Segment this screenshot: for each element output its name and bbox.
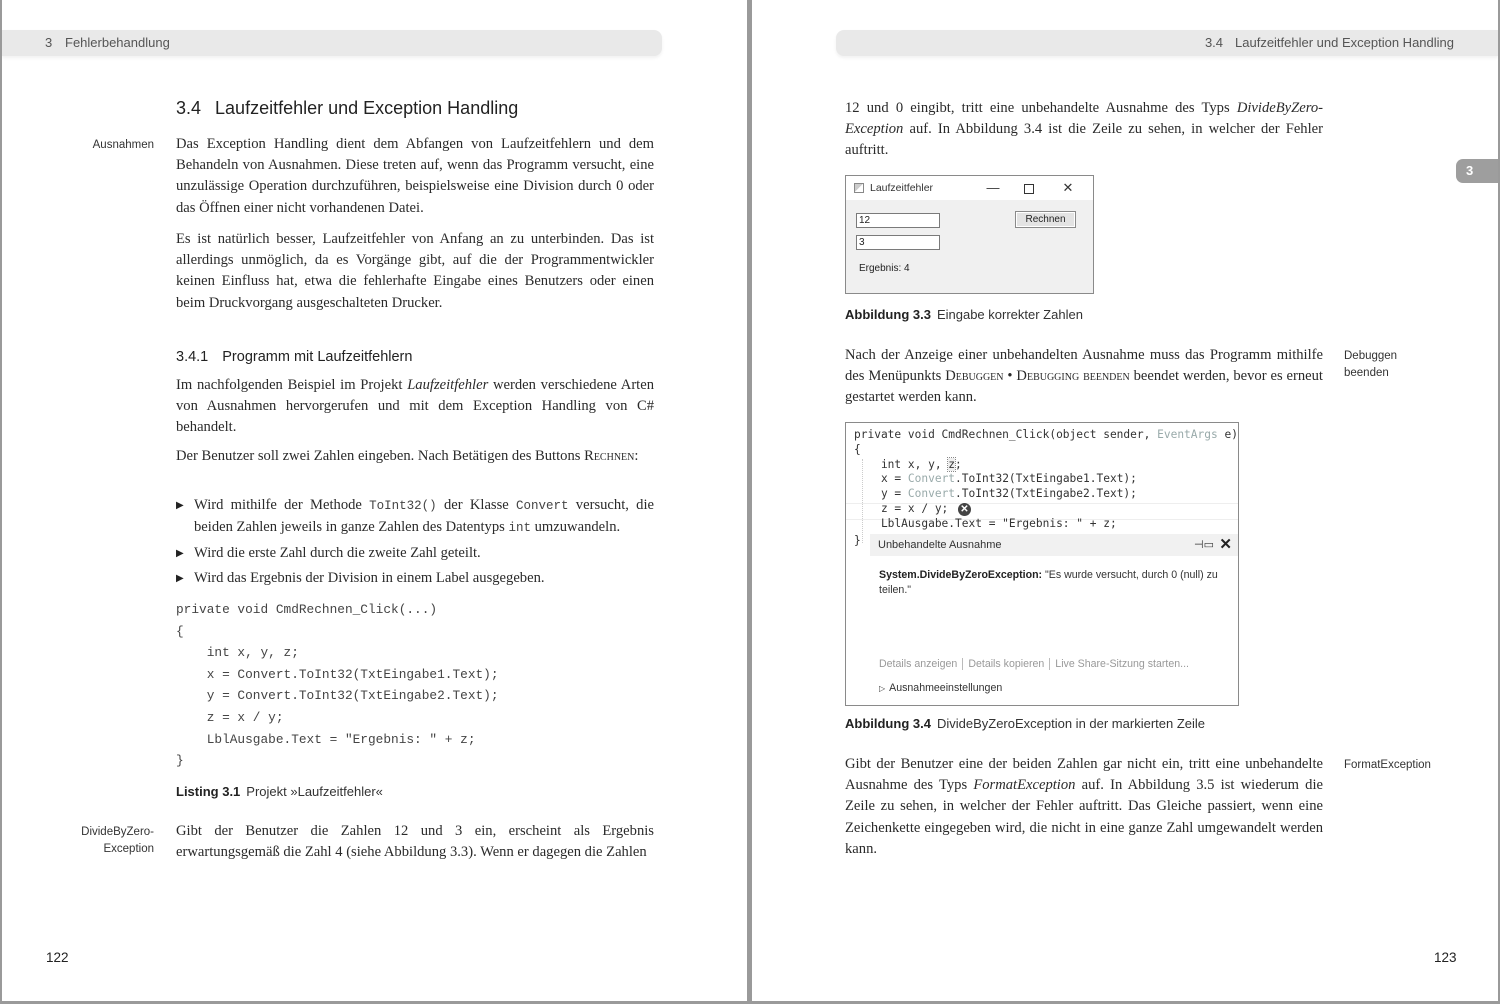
code-type: Convert bbox=[907, 487, 956, 501]
pin-icon[interactable]: ⊣▭ bbox=[1194, 539, 1214, 551]
code-line: LblAusgabe.Text = "Ergebnis: " + z; bbox=[176, 731, 476, 747]
paragraph-user-input bbox=[176, 446, 654, 467]
text-run: der Klasse bbox=[436, 497, 517, 513]
section-number: 3.4 bbox=[176, 98, 202, 118]
text-run: werden verschiedene Arten von Ausnahmen hervorgerufen und mit dem Exception Handling von C# behandelt. bbox=[176, 377, 655, 436]
close-icon[interactable]: ✕ bbox=[1062, 180, 1074, 195]
divider bbox=[1049, 658, 1050, 670]
margin-line: beenden bbox=[1344, 366, 1389, 379]
exception-popup bbox=[870, 534, 1238, 705]
caption-label: Abbildung 3.4 bbox=[845, 716, 931, 731]
text-run: 12 und 0 eingibt, tritt eine unbehandelte Ausnahme des Typs bbox=[845, 100, 1237, 116]
menu-reference: Debuggen bbox=[945, 368, 1004, 385]
divider bbox=[962, 658, 963, 670]
text-run: Der Benutzer soll zwei Zahlen eingeben. Nach Betätigen des Buttons bbox=[176, 448, 585, 464]
text-run: beendet werden, bevor es erneut gestartet werden kann. bbox=[845, 368, 1323, 406]
margin-line: Exception bbox=[103, 842, 154, 855]
popup-header bbox=[870, 534, 1238, 556]
chapter-number: 3 bbox=[45, 35, 53, 50]
section-title: Laufzeitfehler und Exception Handling bbox=[1235, 35, 1454, 50]
text-run: Wird mithilfe der Methode bbox=[194, 497, 370, 513]
exception-message bbox=[879, 568, 1229, 598]
rechnen-button[interactable]: Rechnen bbox=[1015, 211, 1076, 228]
caption-text: Eingabe korrekter Zahlen bbox=[936, 307, 1083, 322]
code-line bbox=[854, 472, 1238, 487]
margin-line: Debuggen bbox=[1344, 350, 1398, 362]
project-name: Laufzeitfehler bbox=[407, 377, 489, 393]
code-line: private void CmdRechnen_Click(...) bbox=[176, 602, 438, 617]
figure-caption-3-4 bbox=[845, 716, 1205, 731]
code-line: z = x / y; bbox=[176, 709, 284, 725]
paragraph-result: Gibt der Benutzer die Zahlen 12 und 3 ein, erscheint als Ergebnis erwartungsgemäß die Zahl 4 (siehe Abbildung 3.3). Wenn er dagegen die Zahlen bbox=[176, 823, 654, 861]
figure-caption-3-3 bbox=[845, 307, 1083, 322]
figure-vs-exception bbox=[845, 422, 1239, 706]
bullet-marker-icon: ▶ bbox=[176, 572, 184, 584]
error-icon: ✕ bbox=[958, 503, 971, 516]
text-run: Wird die erste Zahl durch die zweite Zahl geteilt. bbox=[194, 544, 481, 561]
code-line bbox=[854, 428, 1238, 443]
running-head-left bbox=[2, 30, 662, 56]
list-item bbox=[176, 543, 654, 564]
inline-code: Convert bbox=[516, 499, 569, 513]
paragraph-formatexception bbox=[845, 754, 1323, 860]
chapter-title: Fehlerbehandlung bbox=[65, 35, 170, 50]
code-run: ; bbox=[955, 457, 962, 471]
margin-note-debuggen bbox=[1344, 348, 1464, 381]
code-line: int x, y, z; bbox=[176, 645, 299, 661]
menu-reference: Debugging beenden bbox=[1016, 368, 1130, 385]
popup-title: Unbehandelte Ausnahme bbox=[878, 539, 1002, 551]
minimize-icon[interactable]: — bbox=[986, 180, 1000, 195]
code-line: } bbox=[854, 534, 861, 547]
menu-separator: • bbox=[1003, 368, 1017, 385]
code-type: Convert bbox=[907, 472, 956, 486]
code-line: y = Convert.ToInt32(TxtEingabe2.Text); bbox=[176, 688, 499, 704]
code-type: EventArgs bbox=[1157, 428, 1218, 441]
left-page bbox=[2, 0, 747, 1001]
show-details-link[interactable]: Details anzeigen bbox=[879, 658, 958, 670]
code-line bbox=[854, 458, 1238, 473]
window-title: Laufzeitfehler bbox=[870, 182, 934, 194]
exception-settings-toggle[interactable] bbox=[879, 682, 1002, 694]
text-run: auf. In Abbildung 3.4 ist die Zeile zu sehen, in welcher der Fehler auftritt. bbox=[845, 121, 1323, 159]
code-line: x = Convert.ToInt32(TxtEingabe1.Text); bbox=[176, 666, 499, 682]
code-run: x = bbox=[854, 472, 908, 486]
subsection-number: 3.4.1 bbox=[176, 349, 209, 365]
code-listing bbox=[176, 599, 499, 772]
page-number-left: 122 bbox=[46, 950, 69, 965]
code-line: } bbox=[176, 753, 184, 769]
exception-name: FormatException bbox=[973, 777, 1076, 794]
code-line: { bbox=[854, 442, 861, 456]
app-icon bbox=[854, 183, 864, 193]
section-heading bbox=[176, 98, 518, 119]
code-line: z = x / y; bbox=[854, 501, 949, 515]
margin-line: DivideByZero- bbox=[81, 826, 154, 838]
popup-links bbox=[879, 658, 1189, 670]
subsection-title: Programm mit Laufzeitfehlern bbox=[222, 349, 413, 365]
inline-code: int bbox=[508, 521, 531, 536]
listing-caption bbox=[176, 784, 383, 799]
code-line: LblAusgabe.Text = "Ergebnis: " + z; bbox=[854, 516, 1117, 530]
code-run: y = bbox=[854, 487, 908, 501]
caption-text: Projekt »Laufzeitfehler« bbox=[246, 784, 383, 799]
text-run: Im nachfolgenden Beispiel im Projekt bbox=[176, 377, 408, 393]
inline-code: ToInt32() bbox=[369, 499, 437, 513]
list-item bbox=[176, 568, 654, 589]
close-icon[interactable]: ✕ bbox=[1219, 536, 1232, 553]
result-label: Ergebnis: 4 bbox=[859, 263, 910, 274]
settings-label: Ausnahmeeinstellungen bbox=[889, 682, 1003, 694]
code-highlight: z bbox=[948, 457, 956, 471]
caption-label: Abbildung 3.3 bbox=[845, 307, 931, 322]
caption-label: Listing 3.1 bbox=[176, 784, 241, 799]
paragraph-dividebyzero bbox=[845, 98, 1323, 162]
text-run: umzuwandeln. bbox=[530, 519, 621, 536]
number-input-1[interactable]: 12 bbox=[856, 213, 940, 228]
margin-note-formatexception: FormatException bbox=[1344, 759, 1431, 771]
text-run: Wird das Ergebnis der Division in einem Label ausgegeben. bbox=[194, 569, 545, 586]
button-reference: Rechnen bbox=[584, 448, 635, 464]
section-title: Laufzeitfehler und Exception Handling bbox=[215, 98, 519, 118]
text-run: : bbox=[634, 448, 639, 464]
code-run: .ToInt32(TxtEingabe2.Text); bbox=[955, 487, 1137, 501]
code-run: e) bbox=[1217, 428, 1238, 441]
exception-text: "Es wurde versucht, durch 0 (null) zu teilen." bbox=[879, 569, 1218, 596]
expand-icon: ▷ bbox=[879, 684, 886, 693]
text-run: Nach der Anzeige einer unbehandelten Ausnahme muss das Programm mithilfe des Menüpunkts bbox=[845, 347, 1323, 385]
bullet-list bbox=[176, 495, 654, 592]
code-editor bbox=[854, 428, 1238, 532]
text-run: auf. In Abbildung 3.5 ist wiederum die Zeile zu sehen, in welcher der Fehler auftritt. Das Gleiche passiert, wenn eine Zeichenkette eingegeben wird, die nicht in eine ganze Zahl umgewandelt werden kann. bbox=[845, 777, 1323, 857]
bullet-marker-icon: ▶ bbox=[176, 547, 184, 559]
exception-name: DivideByZero-Exception bbox=[845, 100, 1323, 138]
code-line: { bbox=[176, 623, 184, 639]
number-input-2[interactable]: 3 bbox=[856, 235, 940, 250]
paragraph-prevention: Es ist natürlich besser, Laufzeitfehler von Anfang an zu unterbinden. Das ist allerdings unmöglich, da es Vorgänge gibt, auf die der Programmentwickler keinen Einfluss hat, etwa die fehlerhafte Eingabe eines Benutzers oder einen beim Druckvorgang ausgeschalteten Drucker. bbox=[176, 231, 654, 311]
text-run: versucht, die beiden Zahlen jeweils in ganze Zahlen des Datentyps bbox=[194, 497, 654, 536]
figure-windows-form bbox=[845, 175, 1094, 294]
live-share-link[interactable]: Live Share-Sitzung starten... bbox=[1055, 658, 1189, 670]
text-run: Gibt der Benutzer eine der beiden Zahlen gar nicht ein, tritt eine unbehandelte Ausnahme des Typs bbox=[845, 756, 1323, 794]
copy-details-link[interactable]: Details kopieren bbox=[968, 658, 1045, 670]
maximize-icon[interactable] bbox=[1018, 176, 1040, 200]
subsection-heading bbox=[176, 349, 412, 365]
margin-note-dividebyzero bbox=[42, 824, 154, 857]
section-number: 3.4 bbox=[1204, 35, 1224, 50]
right-page bbox=[752, 0, 1498, 1001]
code-run: int x, y, bbox=[854, 457, 949, 471]
code-run: .ToInt32(TxtEingabe1.Text); bbox=[955, 472, 1137, 486]
chapter-thumb-tab[interactable]: 3 bbox=[1456, 159, 1498, 183]
code-line bbox=[854, 487, 1238, 502]
running-head-right bbox=[836, 30, 1498, 56]
code-run: private void CmdRechnen_Click(object sender, bbox=[854, 428, 1158, 441]
window-titlebar bbox=[846, 176, 1093, 200]
paragraph-intro: Das Exception Handling dient dem Abfangen von Laufzeitfehlern und dem Behandeln von Ausnahmen. Diese treten auf, wenn das Programm versucht, eine unzulässige Operation durchzuführen, beispielsweise eine Division durch 0 oder das Öffnen einer nicht vorhandenen Datei. bbox=[176, 136, 654, 216]
paragraph-example bbox=[176, 375, 654, 439]
bullet-marker-icon: ▶ bbox=[176, 500, 184, 511]
paragraph-debugging bbox=[845, 345, 1323, 409]
list-item bbox=[176, 495, 654, 539]
page-number-right: 123 bbox=[1434, 950, 1457, 965]
exception-type: System.DivideByZeroException: bbox=[879, 569, 1043, 581]
margin-note-ausnahmen: Ausnahmen bbox=[92, 139, 154, 151]
caption-text: DivideByZeroException in der markierten Zeile bbox=[936, 716, 1206, 731]
